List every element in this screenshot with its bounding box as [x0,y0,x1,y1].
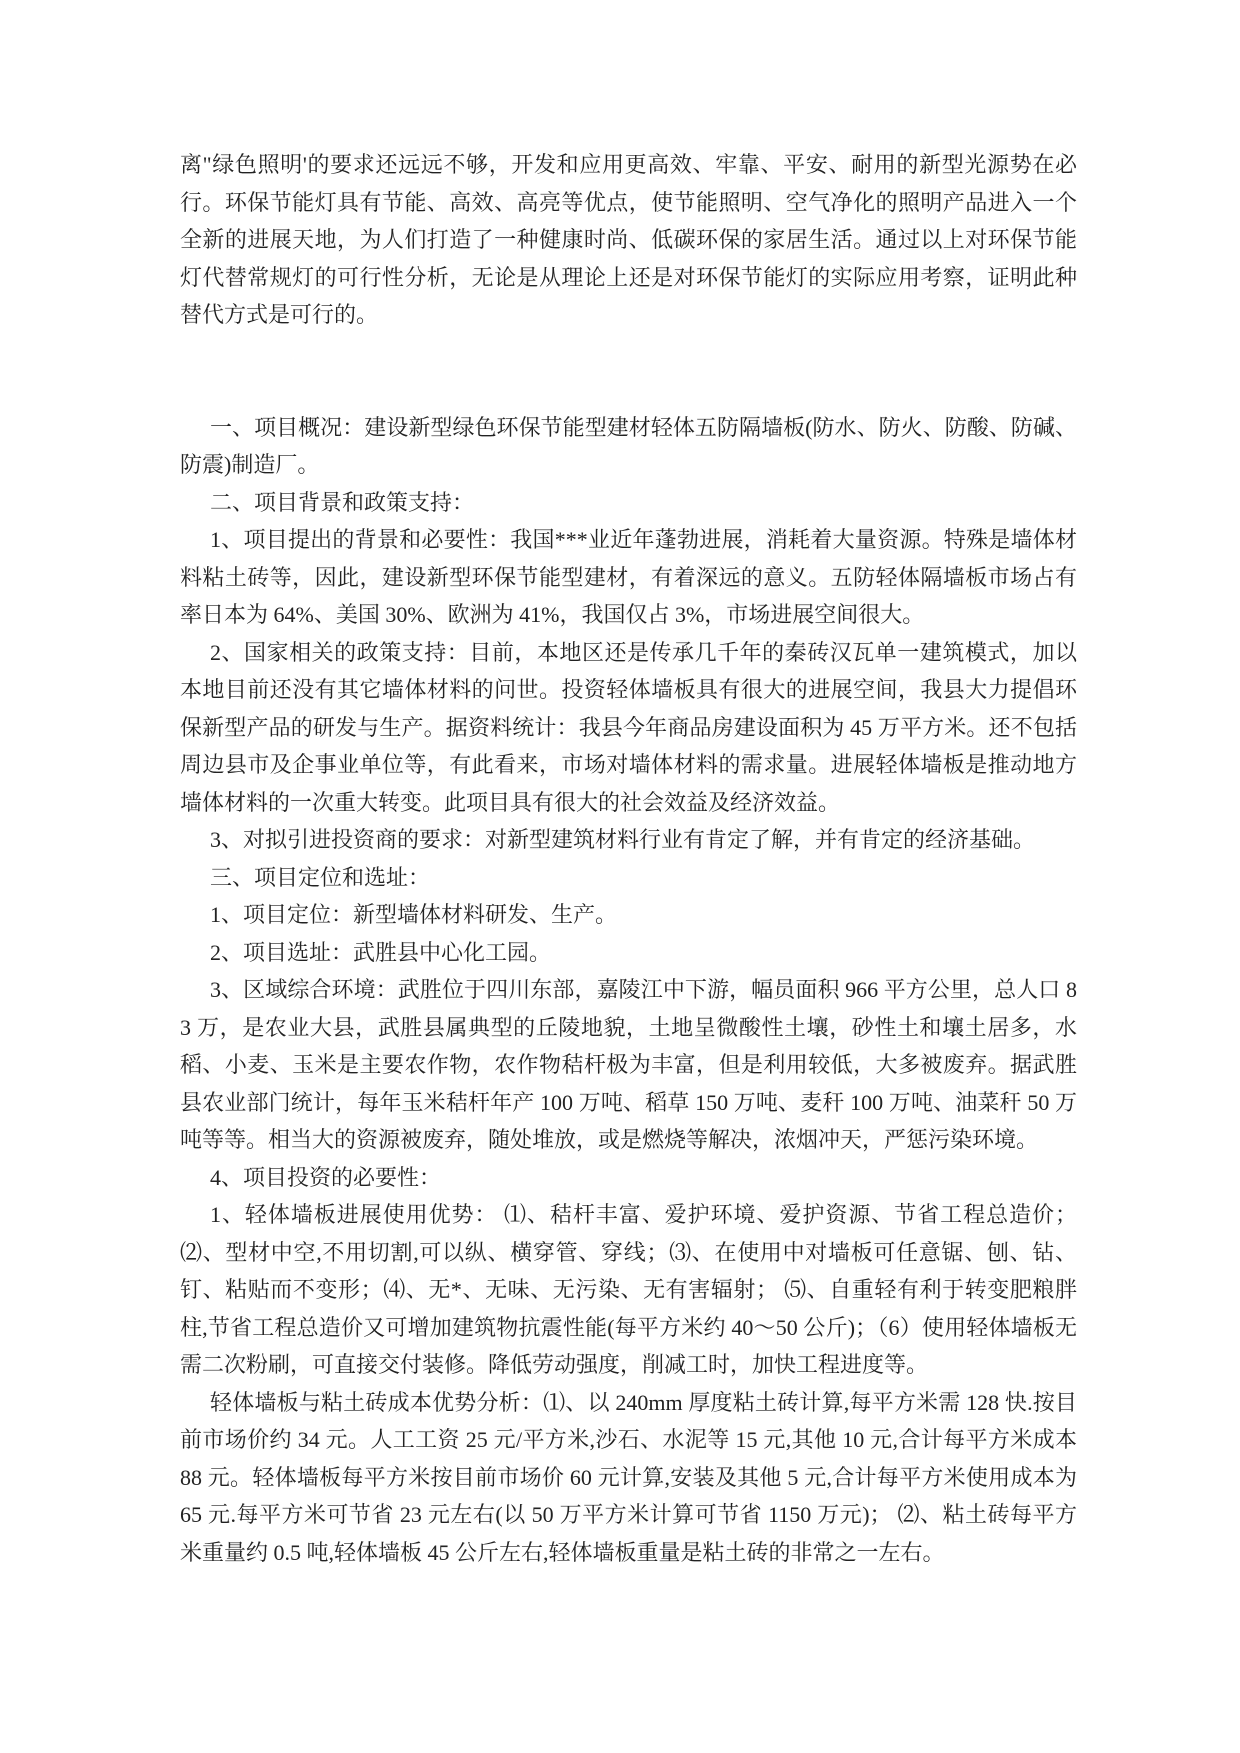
para-investor-requirements: 3、对拟引进投资商的要求：对新型建筑材料行业有肯定了解，并有肯定的经济基础。 [210,827,1036,852]
para-project-overview: 一、项目概况：建设新型绿色环保节能型建材轻体五防隔墙板(防水、防火、防酸、防碱、防震)制造厂。 [180,414,1077,477]
blank-line-gap [180,334,1077,409]
para-positioning-site-heading: 三、项目定位和选址： [210,864,431,890]
para-background-necessity: 1、项目提出的背景和必要性：我国***业近年蓬勃进展，消耗着大量资源。特殊是墙体材料粘土砖等，因此，建设新型环保节能型建材，有着深远的意义。五防轻体隔墙板市场占有率日本为 64%、美国 30%、欧洲为 41%，我国仅占 3%，市场进展空间很大。 [180,527,1077,627]
para-investment-necessity-heading: 4、项目投资的必要性： [210,1164,442,1190]
para-policy-support: 2、国家相关的政策支持：目前，本地区还是传承几千年的秦砖汉瓦单一建筑模式，加以本地目前还没有其它墙体材料的问世。投资轻体墙板具有很大的进展空间，我县大力提倡环保新型产品的研发与生产。据资料统计：我县今年商品房建设面积为 45 万平方米。还不包括周边县市及企事业单位等，有此看来，市场对墙体材料的需求量。进展轻体墙板是推动地方墙体材料的一次重大转变。此项目具有很大的社会效益及经济效益。 [180,639,1077,815]
para-regional-environment: 3、区域综合环境：武胜位于四川东部，嘉陵江中下游，幅员面积 966 平方公里，总人口 83 万，是农业大县，武胜县属典型的丘陵地貌，土地呈微酸性土壤，砂性土和壤土居多，水稻、小麦、玉米是主要农作物，农作物秸杆极为丰富，但是利用较低，大多被废弃。据武胜县农业部门统计，每年玉米秸杆年产 100 万吨、稻草 150 万吨、麦秆 100 万吨、油菜秆 50 万吨等等。相当大的资源被废弃，随处堆放，或是燃烧等解决，浓烟冲天，严惩污染环境。 [180,977,1077,1152]
para-intro-conclusion: 离"绿色照明'的要求还远远不够，开发和应用更高效、牢靠、平安、耐用的新型光源势在必行。环保节能灯具有节能、高效、高亮等优点，使节能照明、空气净化的照明产品进入一个全新的进展天地，为人们打造了一种健康时尚、低碳环保的家居生活。通过以上对环保节能灯代替常规灯的可行性分析，无论是从理论上还是对环保节能灯的实际应用考察，证明此种替代方式是可行的。 [180,152,1077,327]
document-body [180,146,1077,1571]
para-wallboard-advantages: 1、轻体墙板进展使用优势： ⑴、秸杆丰富、爱护环境、爱护资源、节省工程总造价；⑵、型材中空,不用切割,可以纵、横穿管、穿线；⑶、在使用中对墙板可任意锯、刨、钻、钉、粘贴而不变形；⑷、无*、无味、无污染、无有害辐射； ⑸、自重轻有利于转变肥粮胖柱,节省工程总造价又可增加建筑物抗震性能(每平方米约 40～50 公斤)；（6）使用轻体墙板无需二次粉刷，可直接交付装修。降低劳动强度，削减工时，加快工程进度等。 [180,1202,1077,1377]
para-project-positioning: 1、项目定位：新型墙体材料研发、生产。 [210,902,618,927]
para-project-site: 2、项目选址：武胜县中心化工园。 [210,939,552,965]
para-background-policy-heading: 二、项目背景和政策支持： [210,489,475,515]
para-cost-analysis: 轻体墙板与粘土砖成本优势分析：⑴、以 240mm 厚度粘土砖计算,每平方米需 128 快.按目前市场价约 34 元。人工工资 25 元/平方米,沙石、水泥等 15 元,其他 10 元,合计每平方米成本 88 元。轻体墙板每平方米按目前市场价 60 元计算,安装及其他 5 元,合计每平方米使用成本为 65 元.每平方米可节省 23 元左右(以 50 万平方米计算可节省 1150 万元)； ⑵、粘土砖每平方米重量约 0.5 吨,轻体墙板 45 公斤左右,轻体墙板重量是粘土砖的非常之一左右。 [180,1389,1077,1565]
